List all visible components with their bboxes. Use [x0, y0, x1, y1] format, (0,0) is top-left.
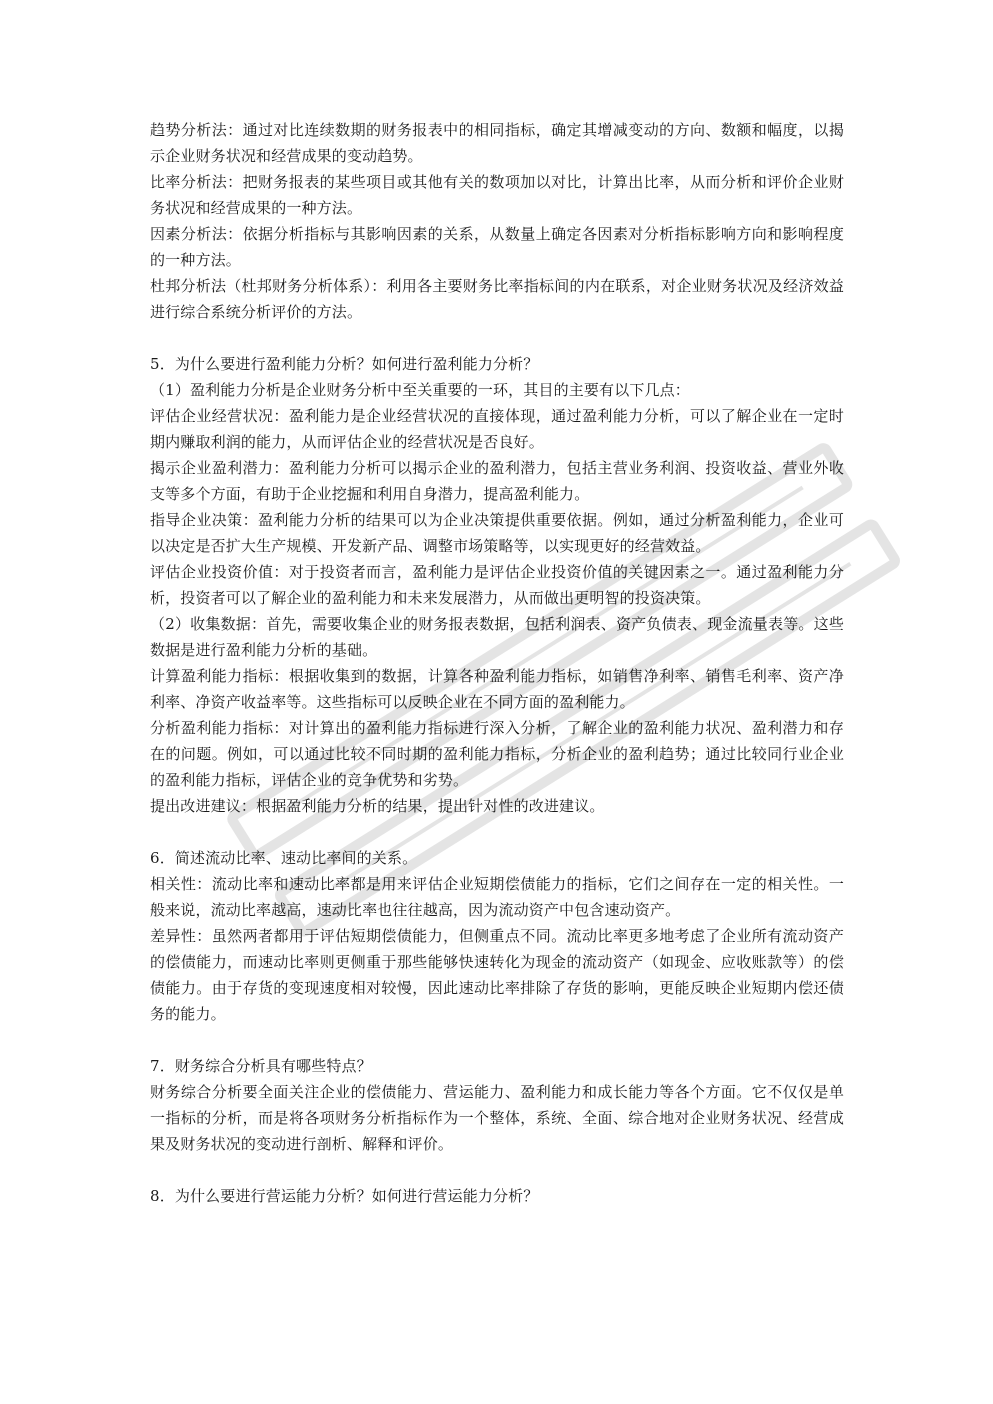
- paragraph: 财务综合分析要全面关注企业的偿债能力、营运能力、盈利能力和成长能力等各个方面。它不仅仅是单一指标的分析，而是将各项财务分析指标作为一个整体，系统、全面、综合地对企业财务状况、经营成果及财务状况的变动进行剖析、解释和评价。: [150, 1083, 844, 1153]
- paragraph: 比率分析法：把财务报表的某些项目或其他有关的数项加以对比，计算出比率，从而分析和评价企业财务状况和经营成果的一种方法。: [150, 173, 844, 217]
- paragraph: 分析盈利能力指标：对计算出的盈利能力指标进行深入分析，了解企业的盈利能力状况、盈利潜力和存在的问题。例如，可以通过比较不同时期的盈利能力指标，分析企业的盈利趋势；通过比较同行业企业的盈利能力指标，评估企业的竞争优势和劣势。: [150, 719, 844, 789]
- paragraph: 杜邦分析法（杜邦财务分析体系）：利用各主要财务比率指标间的内在联系，对企业财务状况及经济效益进行综合系统分析评价的方法。: [150, 277, 844, 321]
- paragraph: 评估企业投资价值：对于投资者而言，盈利能力是评估企业投资价值的关键因素之一。通过盈利能力分析，投资者可以了解企业的盈利能力和未来发展潜力，从而做出更明智的投资决策。: [150, 563, 844, 607]
- paragraph: （2）收集数据：首先，需要收集企业的财务报表数据，包括利润表、资产负债表、现金流量表等。这些数据是进行盈利能力分析的基础。: [150, 615, 844, 659]
- document-body: [150, 117, 844, 1209]
- paragraph: 计算盈利能力指标：根据收集到的数据，计算各种盈利能力指标，如销售净利率、销售毛利率、资产净利率、净资产收益率等。这些指标可以反映企业在不同方面的盈利能力。: [150, 667, 844, 711]
- paragraph-gap: [150, 325, 844, 351]
- paragraph: 趋势分析法：通过对比连续数期的财务报表中的相同指标，确定其增减变动的方向、数额和幅度，以揭示企业财务状况和经营成果的变动趋势。: [150, 121, 844, 165]
- paragraph: 相关性：流动比率和速动比率都是用来评估企业短期偿债能力的指标，它们之间存在一定的相关性。一般来说，流动比率越高，速动比率也往往越高，因为流动资产中包含速动资产。: [150, 875, 844, 919]
- paragraph-gap: [150, 1027, 844, 1053]
- paragraph: 5．为什么要进行盈利能力分析？如何进行盈利能力分析？: [150, 355, 539, 373]
- paragraph: 因素分析法：依据分析指标与其影响因素的关系，从数量上确定各因素对分析指标影响方向和影响程度的一种方法。: [150, 225, 844, 269]
- paragraph: 差异性：虽然两者都用于评估短期偿债能力，但侧重点不同。流动比率更多地考虑了企业所有流动资产的偿债能力，而速动比率则更侧重于那些能够快速转化为现金的流动资产（如现金、应收账款等）的偿债能力。由于存货的变现速度相对较慢，因此速动比率排除了存货的影响，更能反映企业短期内偿还债务的能力。: [150, 927, 844, 1023]
- paragraph: 指导企业决策：盈利能力分析的结果可以为企业决策提供重要依据。例如，通过分析盈利能力，企业可以决定是否扩大生产规模、开发新产品、调整市场策略等，以实现更好的经营效益。: [150, 511, 844, 555]
- paragraph: 提出改进建议：根据盈利能力分析的结果，提出针对性的改进建议。: [150, 797, 605, 815]
- paragraph: 7．财务综合分析具有哪些特点？: [150, 1057, 372, 1075]
- paragraph: （1）盈利能力分析是企业财务分析中至关重要的一环，其目的主要有以下几点：: [150, 381, 690, 399]
- paragraph-gap: [150, 819, 844, 845]
- paragraph-gap: [150, 1157, 844, 1183]
- paragraph: 评估企业经营状况：盈利能力是企业经营状况的直接体现，通过盈利能力分析，可以了解企业在一定时期内赚取利润的能力，从而评估企业的经营状况是否良好。: [150, 407, 844, 451]
- paragraph: 6．简述流动比率、速动比率间的关系。: [150, 849, 418, 867]
- paragraph: 8．为什么要进行营运能力分析？如何进行营运能力分析？: [150, 1187, 539, 1205]
- paragraph: 揭示企业盈利潜力：盈利能力分析可以揭示企业的盈利潜力，包括主营业务利润、投资收益、营业外收支等多个方面，有助于企业挖掘和利用自身潜力，提高盈利能力。: [150, 459, 844, 503]
